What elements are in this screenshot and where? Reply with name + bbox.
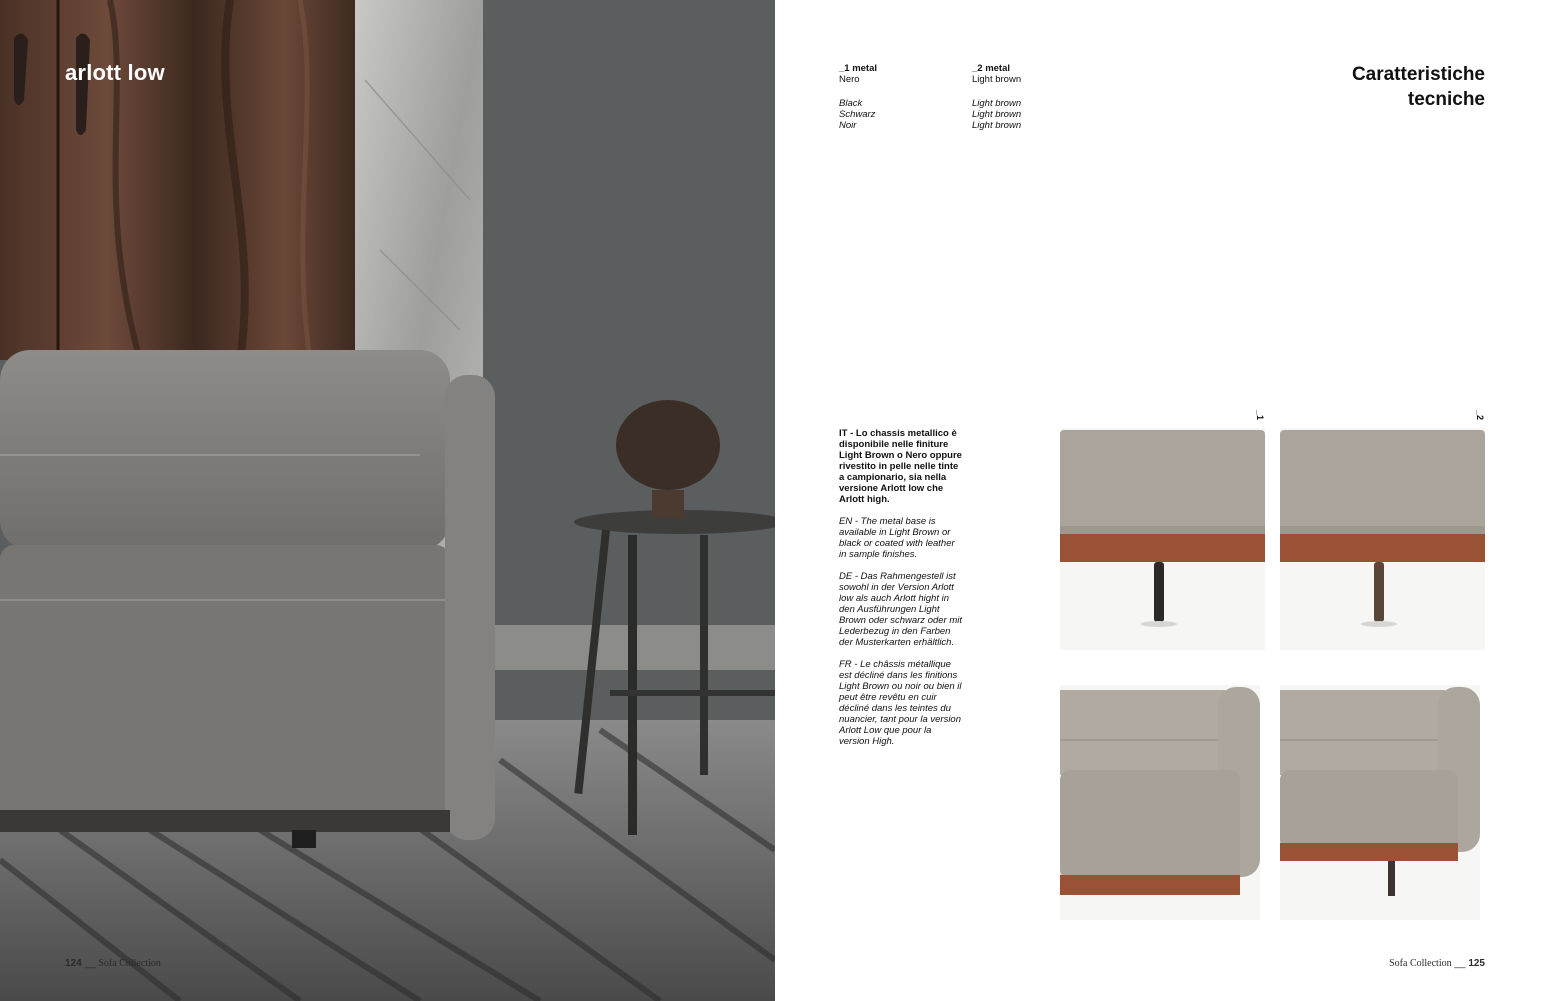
section-title-line-1: Caratteristiche	[1351, 64, 1485, 85]
section-title	[1352, 62, 1485, 112]
leather-base	[1280, 843, 1458, 861]
finish-name-de: Schwarz	[839, 109, 876, 120]
finish-name-de: Light brown	[972, 109, 1022, 120]
finish-name-en: Black	[839, 98, 863, 109]
variant-label-1: _1	[1255, 410, 1265, 421]
leather-base	[1060, 875, 1240, 895]
right-page-footer	[1389, 958, 1485, 969]
metal-leg-black	[1154, 562, 1164, 622]
section-title-line-2: tecniche	[1407, 89, 1485, 110]
right-page	[775, 0, 1550, 1001]
variant-2-armrest-view	[1280, 685, 1480, 920]
variant-2-base-detail	[1280, 428, 1485, 650]
variant-1-armrest-view	[1060, 685, 1260, 920]
description-it: IT - Lo chassis metallico è disponibile nelle finiture Light Brown o Nero oppure rivestito in pelle nelle tinte a campionario, sia nella versione Arlott low che Arlott high.	[839, 428, 962, 505]
description-fr: FR - Le châssis métallique est décliné dans les finitions Light Brown ou noir ou bien il peut être revêtu en cuir décliné dans les teintes du nuancier, tant pour la version Arlott Low que pour la version High.	[839, 659, 962, 747]
leather-base	[1280, 534, 1485, 562]
sofa-seat	[0, 545, 450, 815]
variant-1-base-detail	[1060, 428, 1265, 650]
footer-separator: __	[84, 958, 96, 969]
finish-column-1	[839, 63, 877, 131]
variant-label-2: _2	[1475, 410, 1485, 421]
finish-translations	[972, 98, 1021, 131]
finish-code: _1 metal	[839, 63, 878, 74]
finish-column-2	[972, 63, 1021, 131]
footer-collection-name: Sofa Collection	[1389, 958, 1452, 969]
finish-translations	[839, 98, 877, 131]
sofa-backrest	[0, 350, 450, 550]
seat-cushion	[1280, 430, 1485, 530]
metal-leg-brown	[1388, 861, 1395, 896]
seat-cushion	[1060, 770, 1240, 880]
finish-code: _2 metal	[972, 63, 1011, 74]
metal-leg-brown	[1374, 562, 1384, 622]
finish-name-it: Light brown	[972, 74, 1022, 85]
finish-description	[839, 428, 964, 758]
seat-cushion	[1060, 430, 1265, 530]
finish-name-en: Light brown	[972, 98, 1022, 109]
finish-name-it: Nero	[839, 74, 860, 85]
description-de: DE - Das Rahmengestell ist sowohl in der Version Arlott low als auch Arlott hight in den Ausführungen Light Brown oder schwarz oder mit Lederbezug in den Farben der Musterkarten erhältlich.	[839, 571, 963, 648]
finish-name-fr: Noir	[839, 120, 857, 131]
footer-separator: __	[1454, 958, 1466, 969]
page-number-left: 124	[65, 958, 82, 969]
page-number-right: 125	[1468, 958, 1485, 969]
seat-cushion	[1280, 770, 1458, 850]
description-en: EN - The metal base is available in Light Brown or black or coated with leather in sample finishes.	[839, 516, 955, 560]
sofa-armrest	[445, 375, 495, 840]
finish-name-fr: Light brown	[972, 120, 1022, 131]
product-title: arlott low	[65, 60, 165, 85]
wooden-door	[0, 0, 355, 360]
decorative-vase	[616, 400, 720, 490]
footer-collection-name: Sofa Collection	[98, 958, 161, 969]
left-page-footer	[65, 958, 161, 969]
leather-base	[1060, 534, 1265, 562]
